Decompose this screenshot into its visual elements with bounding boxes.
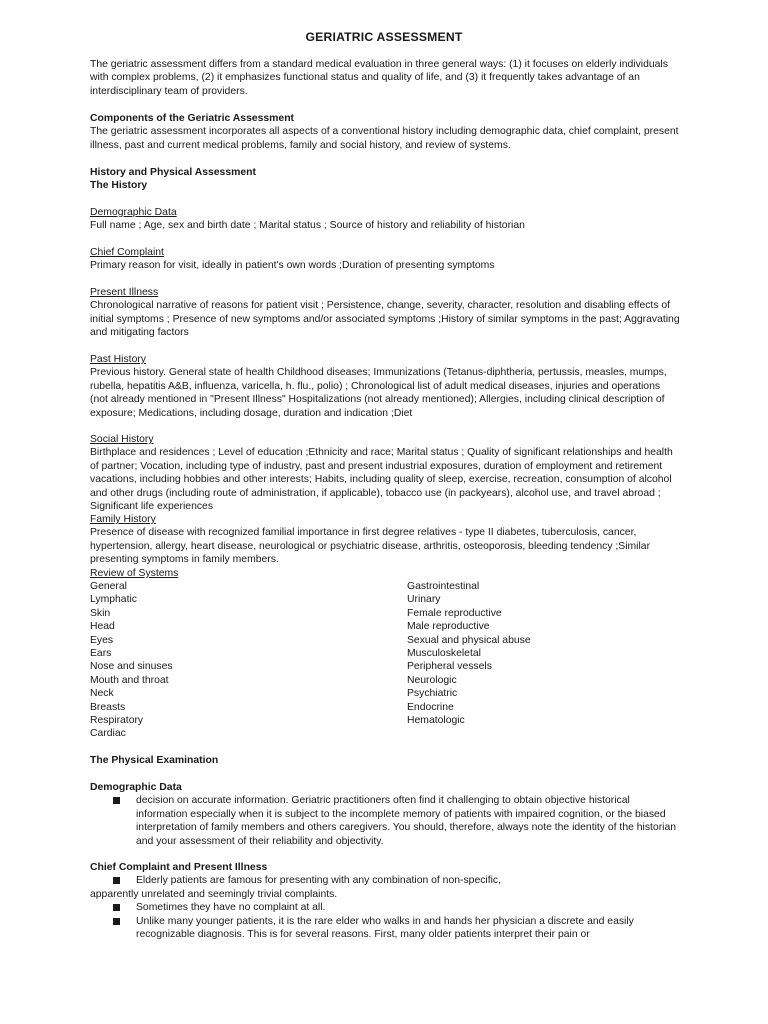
ros-item: Nose and sinuses bbox=[90, 661, 173, 673]
square-bullet-icon bbox=[113, 797, 120, 804]
past-history-label: Past History bbox=[90, 354, 147, 365]
ros-item: Sexual and physical abuse bbox=[407, 634, 531, 646]
family-history-section bbox=[90, 513, 680, 567]
demographic-section bbox=[90, 206, 680, 233]
present-illness-text: Chronological narrative of reasons for patient visit ; Persistence, change, severity, character, resolution and disabling effects of initial symptoms ; Presence of new symptoms and/or associated symptoms ;History of similar symptoms in the past; Aggravating and mitigating factors bbox=[90, 300, 680, 339]
ros-item: Respiratory bbox=[90, 714, 144, 726]
pe-chief-complaint-heading: Chief Complaint and Present Illness bbox=[90, 862, 268, 873]
ros-item: Peripheral vessels bbox=[407, 661, 492, 673]
components-heading: Components of the Geriatric Assessment bbox=[90, 113, 295, 124]
ros-item: Head bbox=[90, 621, 115, 633]
ros-item: Male reproductive bbox=[407, 621, 490, 633]
ros-item: Gastrointestinal bbox=[407, 581, 480, 592]
pe-demographic-heading: Demographic Data bbox=[90, 782, 182, 793]
bullet-item: Sometimes they have no complaint at all. bbox=[90, 901, 680, 914]
ros-item: Musculoskeletal bbox=[407, 647, 481, 659]
intro-paragraph: The geriatric assessment differs from a standard medical evaluation in three general ways: (1) it focuses on elderly individuals with complex problems, (2) it emphasizes functional status and quality of life, and (3) it frequently takes advantage of an interdisciplinary team of providers. bbox=[90, 59, 668, 97]
pe-chief-complaint-section bbox=[90, 861, 680, 941]
ros-item: General bbox=[90, 581, 127, 592]
components-section bbox=[90, 112, 680, 152]
bullet-continuation: apparently unrelated and seemingly trivial complaints. bbox=[90, 888, 338, 900]
ros-right-column bbox=[407, 580, 531, 727]
square-bullet-icon bbox=[113, 877, 120, 884]
family-history-label: Family History bbox=[90, 514, 156, 525]
past-history-text: Previous history. General state of health Childhood diseases; Immunizations (Tetanus-diphtheria, pertussis, measles, mumps, rubella, hepatitis A&B, influenza, varicella, h. flu., polio) ; Chronological list of adult medical diseases, injuries and operations (not already mentioned in "Present Illness" Hospitalizations (not already mentioned); Allergies, including clinical description of exposure; Medications, including dosage, duration and indication ;Diet bbox=[90, 367, 667, 419]
bullet-item: Elderly patients are famous for presenting with any combination of non-specific, bbox=[90, 874, 680, 887]
past-history-section bbox=[90, 353, 680, 420]
chief-complaint-section bbox=[90, 246, 680, 273]
ros-item: Female reproductive bbox=[407, 607, 502, 619]
present-illness-section bbox=[90, 286, 680, 340]
square-bullet-icon bbox=[113, 904, 120, 911]
ros-item: Eyes bbox=[90, 634, 114, 646]
demographic-label: Demographic Data bbox=[90, 207, 177, 218]
ros-item: Skin bbox=[90, 607, 111, 619]
chief-complaint-label: Chief Complaint bbox=[90, 247, 164, 258]
ros-item: Hematologic bbox=[407, 714, 465, 726]
ros-item: Cardiac bbox=[90, 728, 126, 740]
history-physical-heading: History and Physical Assessment bbox=[90, 167, 256, 178]
ros-item: Neck bbox=[90, 688, 114, 700]
page-title: GERIATRIC ASSESSMENT bbox=[305, 30, 463, 44]
ros-item: Endocrine bbox=[407, 701, 454, 713]
ros-item: Urinary bbox=[407, 594, 441, 606]
ros-item: Psychiatric bbox=[407, 688, 458, 700]
family-history-text: Presence of disease with recognized familial importance in first degree relatives - type II diabetes, tuberculosis, cancer, hypertension, allergy, heart disease, neurological or psychiatric disease, arthritis, osteoporosis, bleeding tendency ;Similar presenting symptoms in family members. bbox=[90, 527, 651, 566]
ros-item: Breasts bbox=[90, 701, 126, 713]
social-history-section bbox=[90, 433, 680, 513]
demographic-text: Full name ; Age, sex and birth date ; Marital status ; Source of history and reliability of historian bbox=[90, 220, 525, 232]
ros-item: Ears bbox=[90, 647, 112, 659]
social-history-label: Social History bbox=[90, 434, 154, 445]
present-illness-label: Present Illness bbox=[90, 287, 159, 298]
pe-demographic-section bbox=[90, 781, 680, 848]
ros-left-column bbox=[90, 580, 173, 741]
components-text: The geriatric assessment incorporates all aspects of a conventional history including demographic data, chief complaint, present illness, past and current medical problems, family and social history, and review of systems. bbox=[90, 126, 679, 151]
ros-item: Neurologic bbox=[407, 674, 457, 686]
ros-item: Mouth and throat bbox=[90, 674, 169, 686]
the-history-heading: The History bbox=[90, 180, 148, 192]
physical-exam-heading: The Physical Examination bbox=[90, 755, 219, 766]
history-heading-block bbox=[90, 166, 680, 193]
square-bullet-icon bbox=[113, 918, 120, 925]
ros-item: Lymphatic bbox=[90, 594, 137, 606]
ros-label: Review of Systems bbox=[90, 568, 179, 579]
social-history-text: Birthplace and residences ; Level of education ;Ethnicity and race; Marital status ; Quality of significant relationships and health of partner; Vocation, including type of industry, past and present industrial exposures, duration of employment and retirement vacations, including hobbies and other interests; Habits, including quality of sleep, exercise, recreation, consumption of alcohol and other drugs (including route of administration, if applicable), tobacco use (in packyears), alcohol use, and travel abroad ; Significant life experiences bbox=[90, 447, 673, 513]
bullet-item: decision on accurate information. Geriatric practitioners often find it challenging to obtain objective historical information especially when it is subject to the incomplete memory of patients with impaired cognition, or the biased interpretation of family members and others caregivers. You should, therefore, always note the identity of the historian and your assessment of their reliability and objectivity. bbox=[90, 794, 680, 848]
chief-complaint-text: Primary reason for visit, ideally in patient's own words ;Duration of presenting symptoms bbox=[90, 260, 495, 272]
bullet-item: Unlike many younger patients, it is the rare elder who walks in and hands her physician a discrete and easily recognizable diagnosis. This is for several reasons. First, many older patients interpret their pain or bbox=[90, 915, 680, 942]
